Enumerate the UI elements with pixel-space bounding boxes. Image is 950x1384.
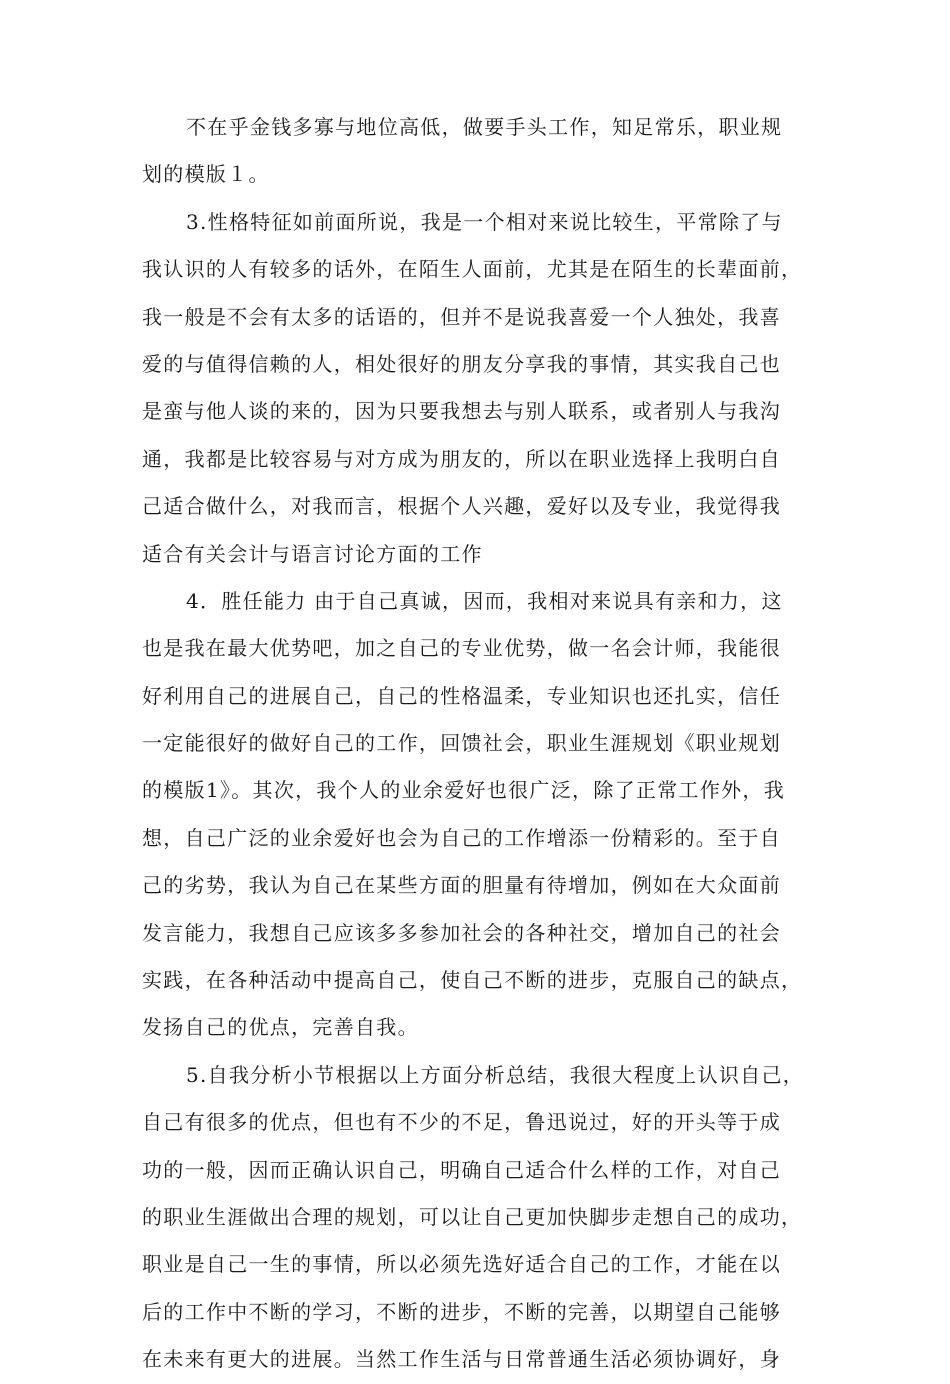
text-line: 想，自己广泛的业余爱好也会为自己的工作增添一份精彩的。至于自 [142, 825, 781, 850]
text-line: 是蛮与他人谈的来的，因为只要我想去与别人联系，或者别人与我沟 [142, 399, 781, 424]
text-line: 也是我在最大优势吧，加之自己的专业优势，做一名会计师，我能很 [142, 636, 781, 661]
text-line: 我一般是不会有太多的话语的，但并不是说我喜爱一个人独处，我喜 [142, 304, 781, 329]
text-line: 我认识的人有较多的话外，在陌生人面前，尤其是在陌生的长辈面前， [142, 257, 803, 282]
text-line: 实践，在各种活动中提高自己，使自己不断的进步，克服自己的缺点， [142, 968, 803, 993]
text-line: 一定能很好的做好自己的工作，回馈社会，职业生涯规划《职业规划 [142, 731, 781, 756]
text-line: 划的模版１。 [142, 162, 270, 187]
text-line: 的模版1》。其次，我个人的业余爱好也很广泛，除了正常工作外，我 [142, 778, 786, 803]
text-line: 发言能力，我想自己应该多多参加社会的各种社交，增加自己的社会 [142, 920, 781, 945]
text-line: 自己有很多的优点，但也有不少的不足，鲁迅说过，好的开头等于成 [142, 1110, 781, 1135]
paragraph-first-line: 3.性格特征如前面所说，我是一个相对来说比较生，平常除了与 [186, 209, 783, 234]
text-line: 通，我都是比较容易与对方成为朋友的，所以在职业选择上我明白自 [142, 446, 781, 471]
text-line: 后的工作中不断的学习，不断的进步，不断的完善，以期望自己能够 [142, 1299, 781, 1324]
text-line: 的职业生涯做出合理的规划，可以让自己更加快脚步走想自己的成功， [142, 1204, 803, 1229]
text-line: 职业是自己一生的事情，所以必须先选好适合自己的工作，才能在以 [142, 1252, 781, 1277]
text-line: 功的一般，因而正确认识自己，明确自己适合什么样的工作，对自己 [142, 1157, 781, 1182]
paragraph-first-line: 5.自我分析小节根据以上方面分析总结，我很大程度上认识自己， [186, 1062, 805, 1087]
paragraph-first-line: 4．胜任能力 由于自己真诚，因而，我相对来说具有亲和力，这 [186, 588, 783, 613]
text-line: 在未来有更大的进展。当然工作生活与日常普通生活必须协调好，身 [142, 1347, 781, 1372]
text-line: 发扬自己的优点，完善自我。 [142, 1015, 419, 1040]
text-line: 己适合做什么，对我而言，根据个人兴趣，爱好以及专业，我觉得我 [142, 494, 781, 519]
text-line: 己的劣势，我认为自己在某些方面的胆量有待增加，例如在大众面前 [142, 873, 781, 898]
text-line: 好利用自己的进展自己，自己的性格温柔，专业知识也还扎实，信任 [142, 683, 781, 708]
text-line: 爱的与值得信赖的人，相处很好的朋友分享我的事情，其实我自己也 [142, 351, 781, 376]
body-text [142, 104, 810, 1384]
paragraph-first-line: 不在乎金钱多寡与地位高低，做要手头工作，知足常乐，职业规 [186, 115, 783, 139]
text-line: 适合有关会计与语言讨论方面的工作 [142, 541, 483, 566]
